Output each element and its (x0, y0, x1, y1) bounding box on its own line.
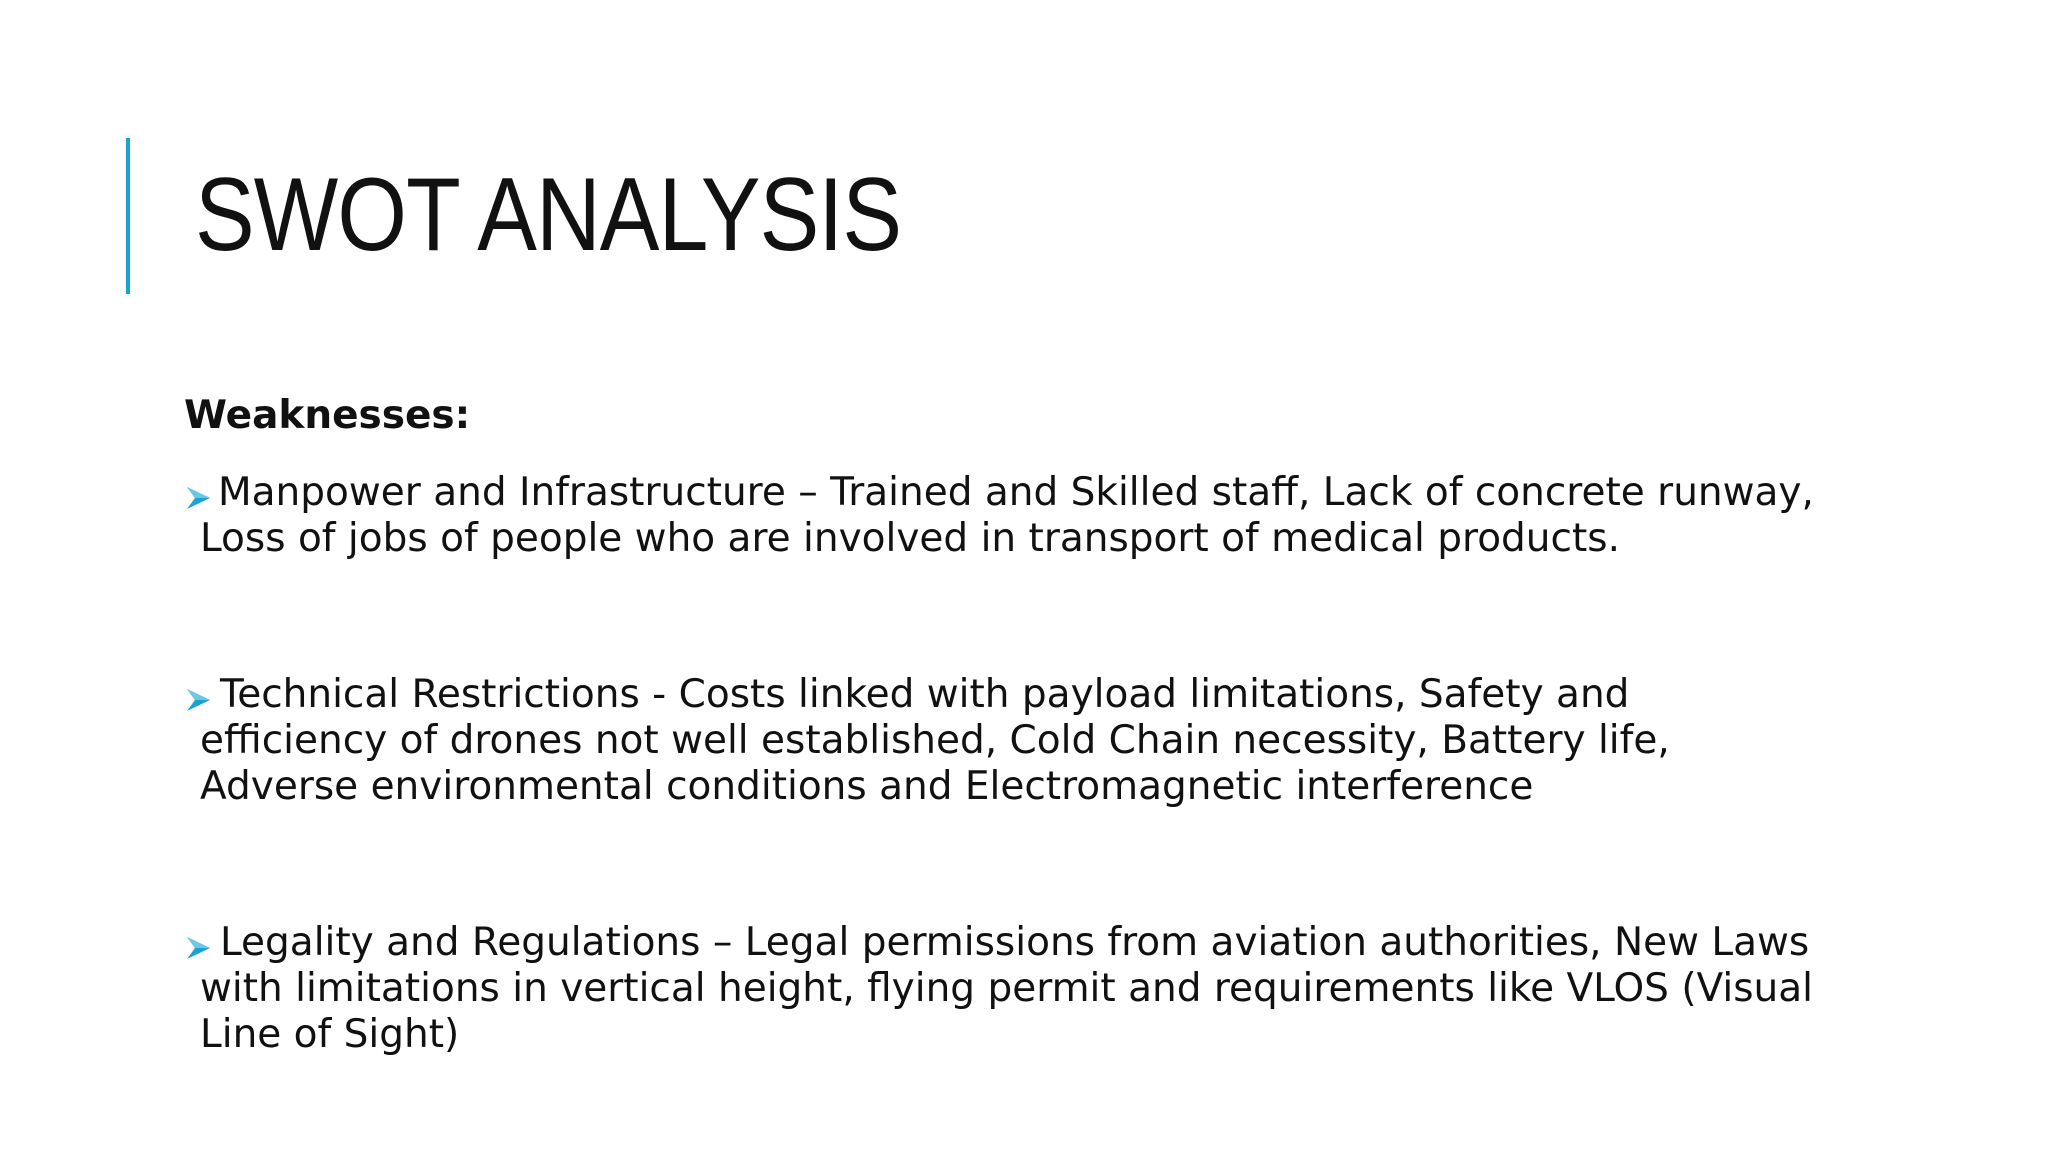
bullet-text: Manpower and Infrastructure – Trained and Skilled staff, Lack of concrete runway, Loss of jobs of people who are involved in transport of medical products. (200, 470, 1814, 561)
bullet-text: Technical Restrictions - Costs linked with payload limitations, Safety and efficiency of drones not well established, Cold Chain necessity, Battery life, Adverse environmental conditions and Electromagnetic interference (200, 672, 1670, 809)
bullet-text: Legality and Regulations – Legal permissions from aviation authorities, New Laws with limitations in vertical height, flying permit and requirements like VLOS (Visual Line of Sight) (200, 920, 1813, 1057)
arrow-bullet-icon (184, 686, 212, 714)
arrow-bullet-icon (184, 484, 212, 512)
list-item (184, 672, 1824, 810)
list-item (184, 920, 1824, 1058)
weaknesses-list (184, 470, 1824, 1058)
slide-title: SWOT ANALYSIS (195, 157, 902, 273)
list-item (184, 470, 1824, 562)
arrow-bullet-icon (184, 934, 212, 962)
section-heading-weaknesses: Weaknesses: (184, 393, 471, 438)
title-accent-bar (126, 138, 130, 294)
